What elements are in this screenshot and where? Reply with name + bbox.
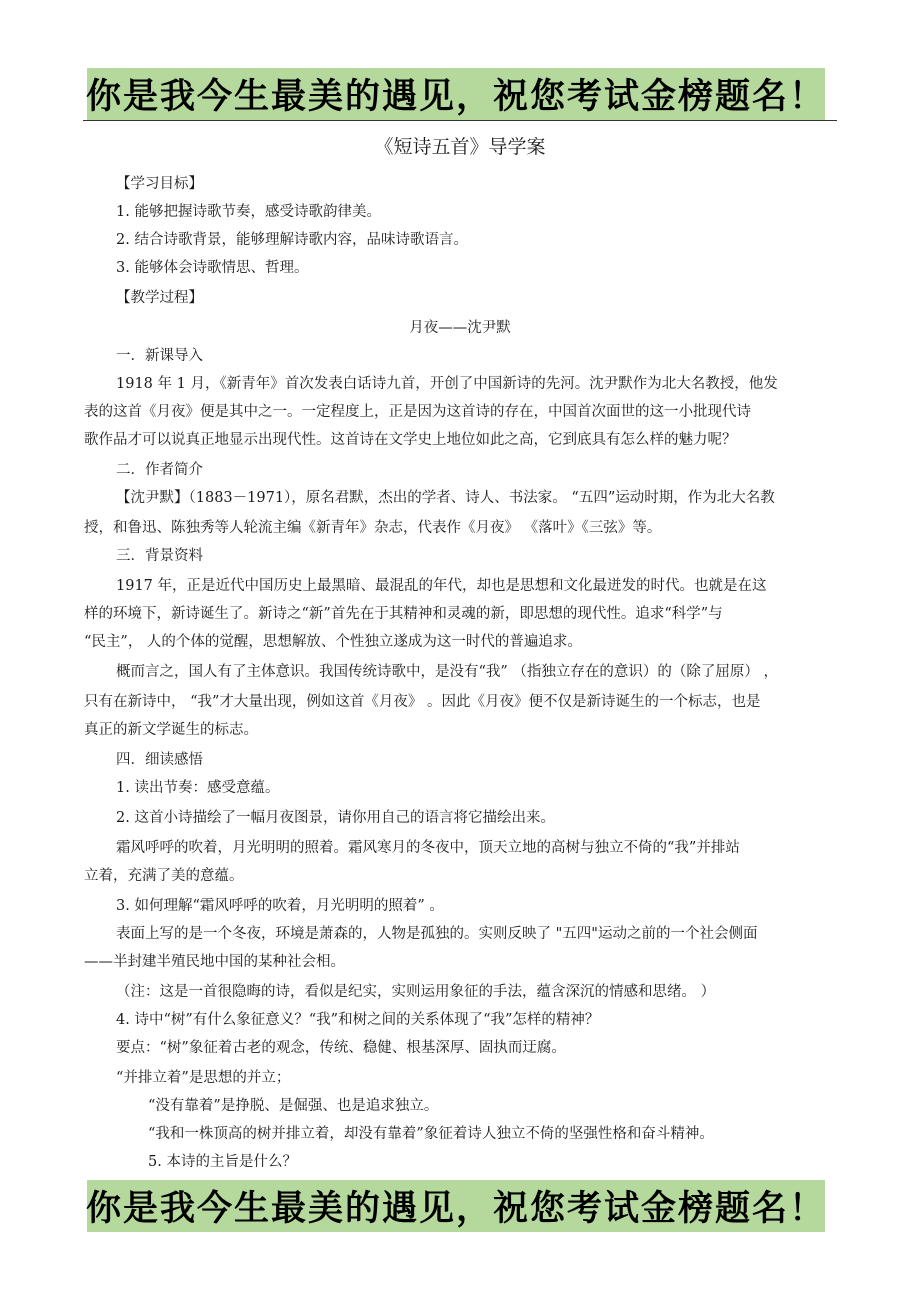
page-title: 《短诗五首》导学案 bbox=[374, 136, 546, 158]
banner-text: 你是我今生最美的遇见，祝您考试金榜题名！ bbox=[86, 77, 827, 117]
section-heading: 【教学过程】 bbox=[116, 290, 203, 306]
paragraph-line: 1917 年，正是近代中国历史上最黑暗、最混乱的年代，却也是思想和文化最迸发的时代。也就是在这 bbox=[116, 578, 767, 594]
paragraph-line: 表面上写的是一个冬夜，环境是萧森的，人物是孤独的。实则反映了 "五四"运动之前的一个社会侧面 bbox=[116, 926, 758, 942]
paragraph-line: 要点：“树”象征着古老的观念，传统、稳健、根基深厚、固执而迂腐。 bbox=[116, 1040, 566, 1056]
paragraph-line: 1. 能够把握诗歌节奏，感受诗歌韵律美。 bbox=[116, 204, 381, 220]
paragraph-line: 概而言之，国人有了主体意识。我国传统诗歌中，是没有“我” （指独立存在的意识）的（除了屈原） ， bbox=[116, 664, 779, 680]
paragraph-line: “我和一株顶高的树并排立着，却没有靠着”象征着诗人独立不倚的坚强性格和奋斗精神。 bbox=[148, 1126, 714, 1142]
paragraph-line: 立着，充满了美的意蕴。 bbox=[84, 868, 244, 884]
top-banner bbox=[87, 68, 825, 120]
paragraph-line: 表的这首《月夜》便是其中之一。一定程度上，正是因为这首诗的存在，中国首次面世的这一小批现代诗 bbox=[84, 404, 751, 420]
paragraph-line: “没有靠着”是挣脱、是倔强、也是追求独立。 bbox=[148, 1098, 439, 1114]
paragraph-line: “并排立着”是思想的并立； bbox=[116, 1070, 291, 1086]
paragraph-line: ——半封建半殖民地中国的某种社会相。 bbox=[84, 954, 345, 970]
paragraph-line: 歌作品才可以说真正地显示出现代性。这首诗在文学史上地位如此之高，它到底具有怎么样的魅力呢？ bbox=[84, 432, 737, 448]
paragraph-line: 2. 结合诗歌背景，能够理解诗歌内容，品味诗歌语言。 bbox=[116, 232, 468, 248]
paragraph-line: 【沈尹默】（1883－1971），原名君默，杰出的学者、诗人、书法家。 “五四”运动时期，作为北大名教 bbox=[116, 490, 775, 506]
paragraph-line: 样的环境下，新诗诞生了。新诗之“新”首先在于其精神和灵魂的新，即思想的现代性。追求“科学”与 bbox=[84, 606, 723, 622]
paragraph-line: 3. 能够体会诗歌情思、哲理。 bbox=[116, 260, 309, 276]
poem-title: 月夜——沈尹默 bbox=[409, 320, 511, 336]
paragraph-line: 1. 读出节奏：感受意蕴。 bbox=[116, 780, 280, 796]
paragraph-line: “民主”， 人的个体的觉醒，思想解放、个性独立遂成为这一时代的普遍追求。 bbox=[84, 634, 582, 650]
paragraph-line: 授，和鲁迅、陈独秀等人轮流主编《新青年》杂志，代表作《月夜》 《落叶》《三弦》等。 bbox=[84, 520, 662, 536]
paragraph-line: 2. 这首小诗描绘了一幅月夜图景，请你用自己的语言将它描绘出来。 bbox=[116, 810, 555, 826]
section-heading: 四．细读感悟 bbox=[116, 752, 203, 768]
paragraph-line: 霜风呼呼的吹着，月光明明的照着。霜风寒月的冬夜中，顶天立地的高树与独立不倚的“我”并排站 bbox=[116, 840, 740, 856]
paragraph-line: （注：这是一首很隐晦的诗，看似是纪实，实则运用象征的手法，蕴含深沉的情感和思绪。 ） bbox=[116, 984, 716, 1000]
paragraph-line: 4. 诗中“树”有什么象征意义？“我”和树之间的关系体现了“我”怎样的精神？ bbox=[116, 1012, 600, 1028]
paragraph-line: 只有在新诗中， “我”才大量出现，例如这首《月夜》 。因此《月夜》便不仅是新诗诞生的一个标志，也是 bbox=[84, 694, 761, 710]
paragraph-line: 5. 本诗的主旨是什么？ bbox=[148, 1154, 297, 1170]
section-heading: 一．新课导入 bbox=[116, 348, 203, 364]
paragraph-line: 1918 年 1 月，《新青年》首次发表白话诗九首，开创了中国新诗的先河。沈尹默作为北大名教授，他发 bbox=[116, 376, 778, 392]
paragraph-line: 3. 如何理解“霜风呼呼的吹着，月光明明的照着” 。 bbox=[116, 898, 444, 914]
bottom-banner bbox=[87, 1180, 825, 1232]
section-heading: 三．背景资料 bbox=[116, 548, 203, 564]
paragraph-line: 真正的新文学诞生的标志。 bbox=[84, 722, 258, 738]
banner-text: 你是我今生最美的遇见，祝您考试金榜题名！ bbox=[86, 1189, 827, 1229]
section-heading: 【学习目标】 bbox=[116, 176, 203, 192]
header-rule bbox=[83, 120, 837, 121]
section-heading: 二．作者简介 bbox=[116, 462, 203, 478]
